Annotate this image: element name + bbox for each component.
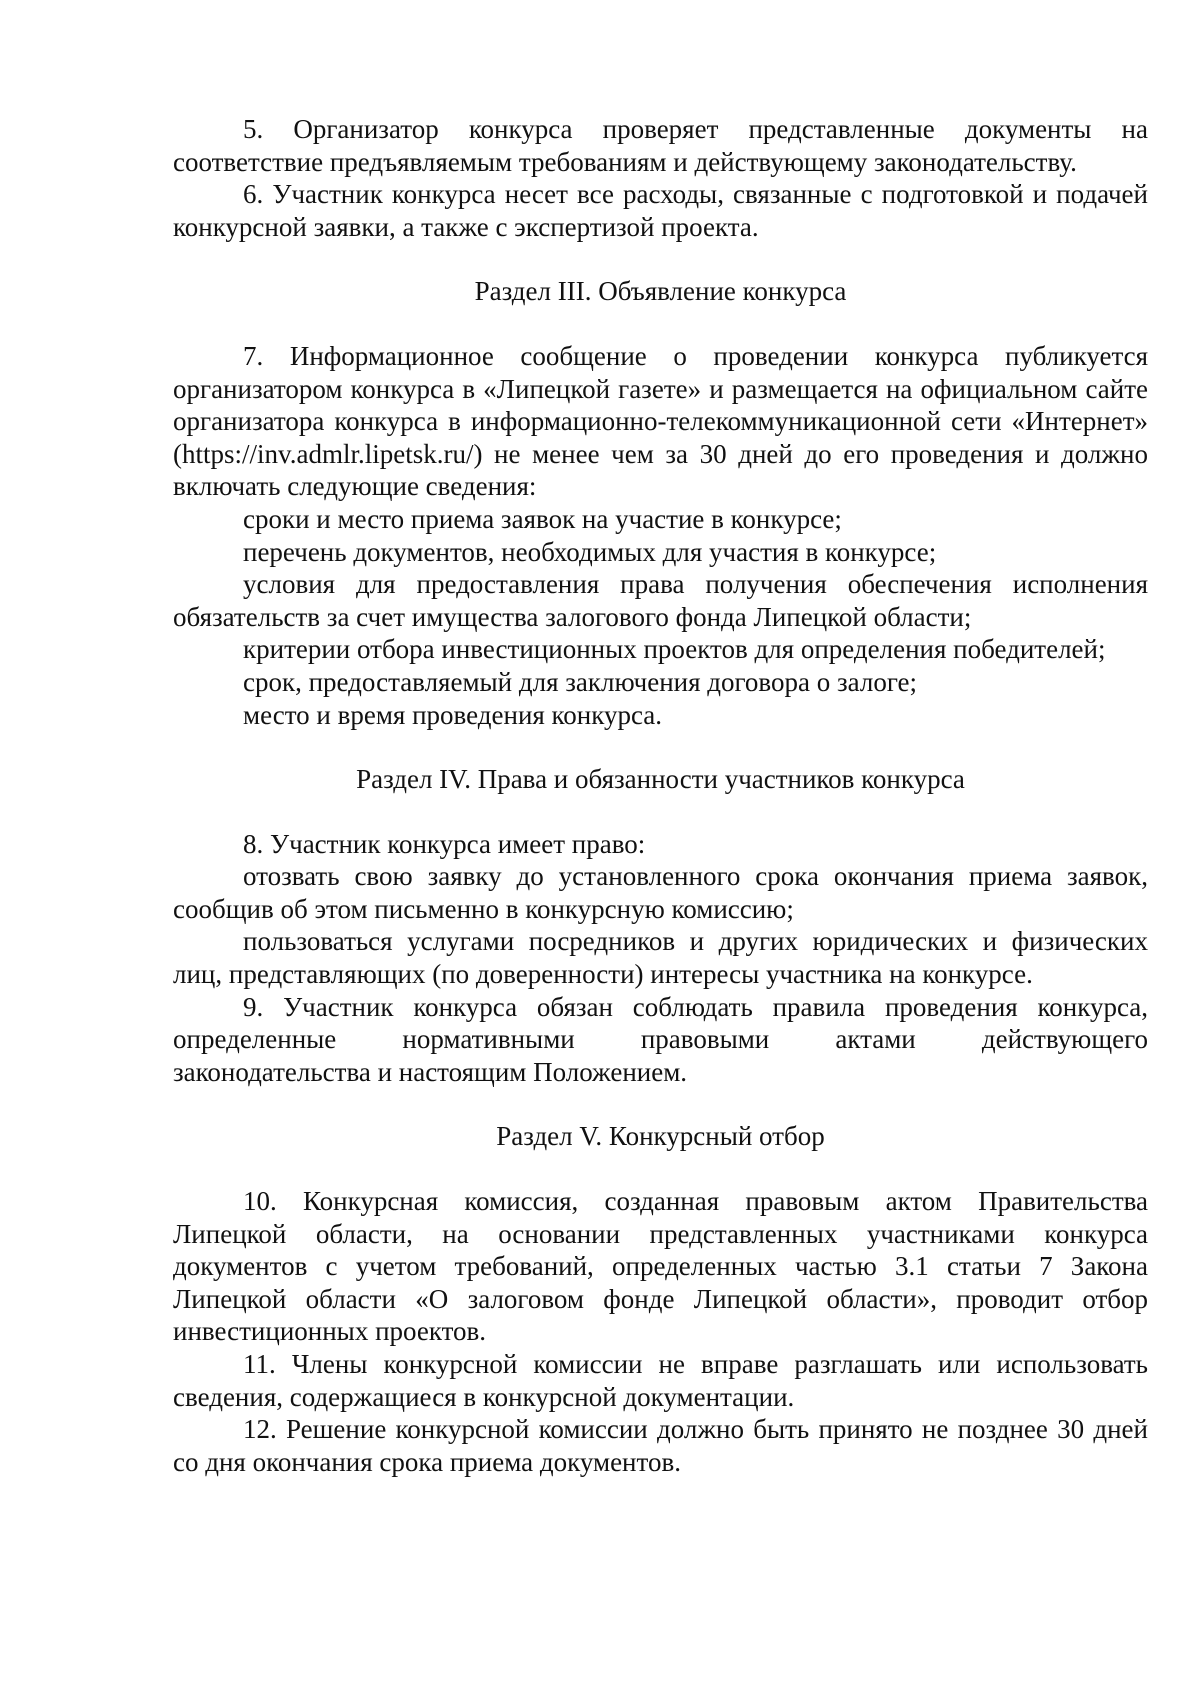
paragraph-7-item-2: перечень документов, необходимых для участия в конкурсе; [243, 536, 937, 567]
paragraph-7-item-1: сроки и место приема заявок на участие в конкурсе; [243, 503, 842, 534]
paragraph-8: 8. Участник конкурса имеет право: [243, 828, 646, 859]
paragraph-10: 10. Конкурсная комиссия, созданная правовым актом Правительства Липецкой области, на основании представленных участниками конкурса документов с учетом требований, определенных частью 3.1 статьи 7 Закона Липецкой области «О залоговом фонде Липецкой области», проводит отбор инвестиционных проектов. [173, 1186, 1148, 1347]
paragraph-8-item-2: пользоваться услугами посредников и других юридических и физических лиц, представляющих (по доверенности) интересы участника на конкурсе. [173, 926, 1148, 990]
paragraph-6: 6. Участник конкурса несет все расходы, связанные с подготовкой и подачей конкурсной заявки, а также с экспертизой проекта. [173, 179, 1148, 242]
paragraph-7-item-5: срок, предоставляемый для заключения договора о залоге; [243, 666, 918, 697]
paragraph-5: 5. Организатор конкурса проверяет представленные документы на соответствие предъявляемым требованиям и действующему законодательству. [173, 114, 1148, 177]
paragraph-8-item-1: отозвать свою заявку до установленного срока окончания приема заявок, сообщив об этом письменно в конкурсную комиссию; [173, 861, 1148, 924]
paragraph-12: 12. Решение конкурсной комиссии должно быть принято не позднее 30 дней со дня окончания срока приема документов. [173, 1414, 1148, 1477]
paragraph-7: 7. Информационное сообщение о проведении конкурса публикуется организатором конкурса в «Липецкой газете» и размещается на официальном сайте организатора конкурса в информационно-телекоммуникационной сети «Интернет» (https://inv.admlr.lipetsk.ru/) не менее чем за 30 дней до его проведения и должно включать следующие сведения: [173, 340, 1148, 502]
paragraph-7-item-4: критерии отбора инвестиционных проектов для определения победителей; [243, 634, 1106, 665]
section-4-heading: Раздел IV. Права и обязанности участников конкурса [356, 764, 965, 795]
paragraph-7-item-6: место и время проведения конкурса. [243, 699, 663, 730]
section-3-heading: Раздел III. Объявление конкурса [474, 276, 847, 307]
paragraph-9-line-2: законодательства и настоящим Положением. [173, 1056, 688, 1087]
document-body [173, 113, 1148, 1478]
paragraph-7-item-3: условия для предоставления права получения обеспечения исполнения обязательств за счет имущества залогового фонда Липецкой области; [173, 569, 1148, 632]
paragraph-9-line-1: 9. Участник конкурса обязан соблюдать правила проведения конкурса, определенные нормативными правовыми актами действующего [173, 991, 1148, 1055]
section-5-heading: Раздел V. Конкурсный отбор [496, 1121, 825, 1152]
paragraph-11: 11. Члены конкурсной комиссии не вправе разглашать или использовать сведения, содержащиеся в конкурсной документации. [173, 1349, 1148, 1412]
